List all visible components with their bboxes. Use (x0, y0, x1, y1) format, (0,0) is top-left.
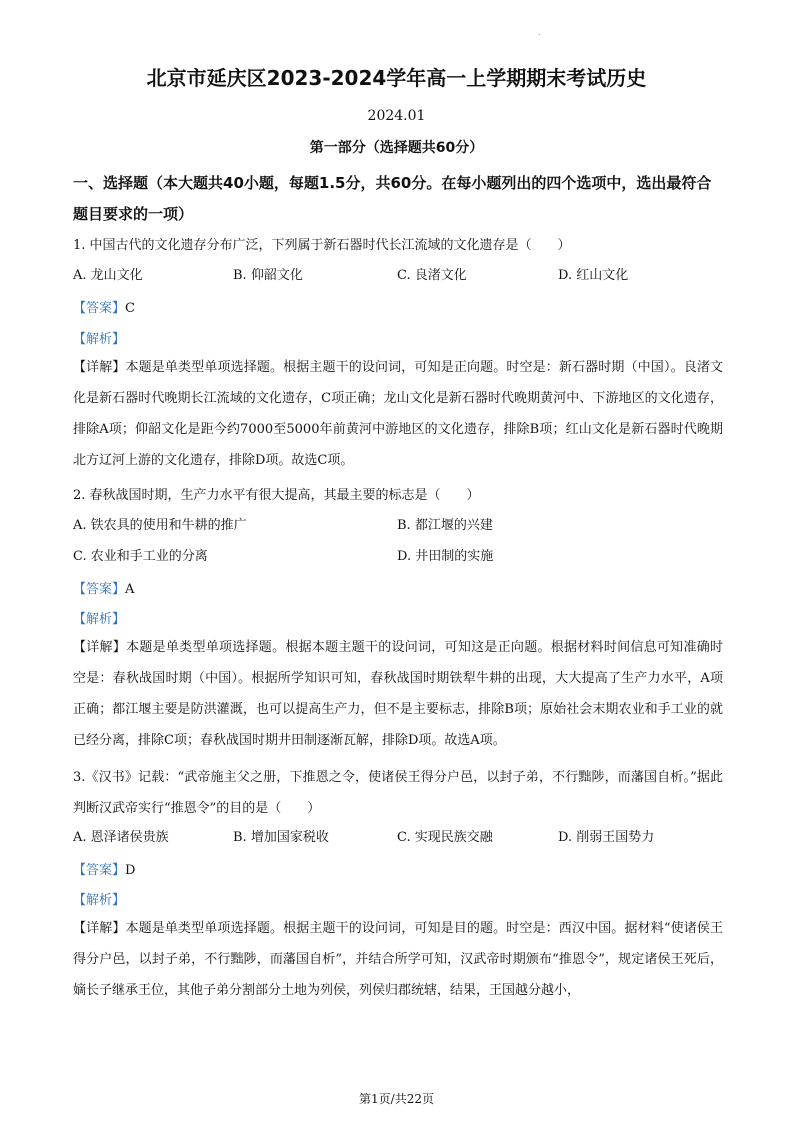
q3-detail (73, 913, 723, 1006)
q1-option-d: D. 红山文化 (558, 268, 629, 283)
q1-detail (73, 352, 723, 476)
q3-detail-text: 本题是单类型单项选择题。根据主题干的设问词，可知是目的题。时空是：西汉中国。据材料“使诸侯王得分户邑，以封子弟，不行黜陟，而藩国自析”，并结合所学可知，汉武帝时期颁布“推恩令”，规定诸侯王死后，嫡长子继承王位，其他子弟分割部分土地为列侯，列侯归郡统辖，结果，王国越分越小， (73, 921, 723, 998)
analysis-label: 【解析】 (73, 893, 126, 908)
q1-option-a: A. 龙山文化 (73, 268, 143, 283)
analysis-label: 【解析】 (73, 612, 126, 627)
analysis-label: 【解析】 (73, 332, 126, 347)
exam-date: 2024.01 (367, 108, 426, 124)
section-heading: 一、选择题（本大题共40小题，每题1.5分，共60分。在每小题列出的四个选项中，选出最符合题目要求的一项） (73, 174, 712, 223)
question-2-stem: 2. 春秋战国时期，生产力水平有很大提高，其最主要的标志是（ ） (73, 488, 480, 503)
q2-option-b: B. 都江堰的兴建 (397, 518, 493, 533)
q2-answer: A (125, 582, 135, 597)
answer-label: 【答案】 (73, 863, 126, 878)
q2-option-a: A. 铁农具的使用和牛耕的推广 (73, 518, 247, 533)
page-title: 北京市延庆区2023-2024学年高一上学期期末考试历史 (146, 66, 647, 90)
q2-option-c: C. 农业和手工业的分离 (73, 549, 208, 564)
detail-label: 【详解】 (73, 921, 126, 936)
answer-label: 【答案】 (73, 582, 126, 597)
q3-answer-line (73, 859, 135, 878)
q2-detail-text: 本题是单类型单项选择题。根据本题主题干的设问词，可知这是正向题。根据材料时间信息可知准确时空是：春秋战国时期（中国）。根据所学知识可知，春秋战国时期铁犁牛耕的出现，大大提高了生产力水平，A项正确；都江堰主要是防洪灌溉，也可以提高生产力，但不是主要标志，排除B项；原始社会末期农业和手工业的就已经分离，排除C项；春秋战国时期井田制逐渐瓦解，排除D项。故选A项。 (73, 640, 723, 748)
detail-label: 【详解】 (73, 360, 126, 375)
q3-option-b: B. 增加国家税收 (233, 830, 329, 845)
q2-answer-line (73, 578, 134, 597)
q1-answer-line (73, 297, 135, 316)
q1-option-c: C. 良渚文化 (397, 268, 467, 283)
question-3-stem: 3.《汉书》记载：“武帝施主父之册，下推恩之令，使诸侯王得分户邑，以封子弟，不行黜陟，而藩国自析。”据此判断汉武帝实行“推恩令”的目的是（ ） (73, 770, 723, 816)
q3-analysis-label (73, 889, 125, 908)
q3-option-c: C. 实现民族交融 (397, 830, 493, 845)
q2-option-d: D. 井田制的实施 (397, 549, 494, 564)
question-1-stem: 1. 中国古代的文化遗存分布广泛，下列属于新石器时代长江流域的文化遗存是（ ） (73, 238, 571, 253)
answer-label: 【答案】 (73, 301, 126, 316)
q3-answer: D (125, 863, 136, 878)
q3-option-d: D. 削弱王国势力 (558, 830, 655, 845)
q1-analysis-label (73, 328, 125, 347)
q2-detail (73, 632, 723, 756)
q2-analysis-label (73, 608, 125, 627)
q1-answer: C (125, 301, 135, 316)
stray-mark: . (538, 28, 541, 37)
page-number: 第1页/共22页 (359, 1092, 434, 1106)
q1-detail-text: 本题是单类型单项选择题。根据主题干的设问词，可知是正向题。时空是：新石器时期（中国）。良渚文化是新石器时代晚期长江流域的文化遗存，C项正确；龙山文化是新石器时代晚期黄河中、下游地区的文化遗存，排除A项；仰韶文化是距今约7000至5000年前黄河中游地区的文化遗存，排除B项；红山文化是新石器时代晚期北方辽河上游的文化遗存，排除D项。故选C项。 (73, 360, 723, 468)
q3-option-a: A. 恩泽诸侯贵族 (73, 830, 169, 845)
detail-label: 【详解】 (73, 640, 127, 655)
part-heading: 第一部分（选择题共60分） (309, 140, 484, 156)
q1-option-b: B. 仰韶文化 (233, 268, 303, 283)
